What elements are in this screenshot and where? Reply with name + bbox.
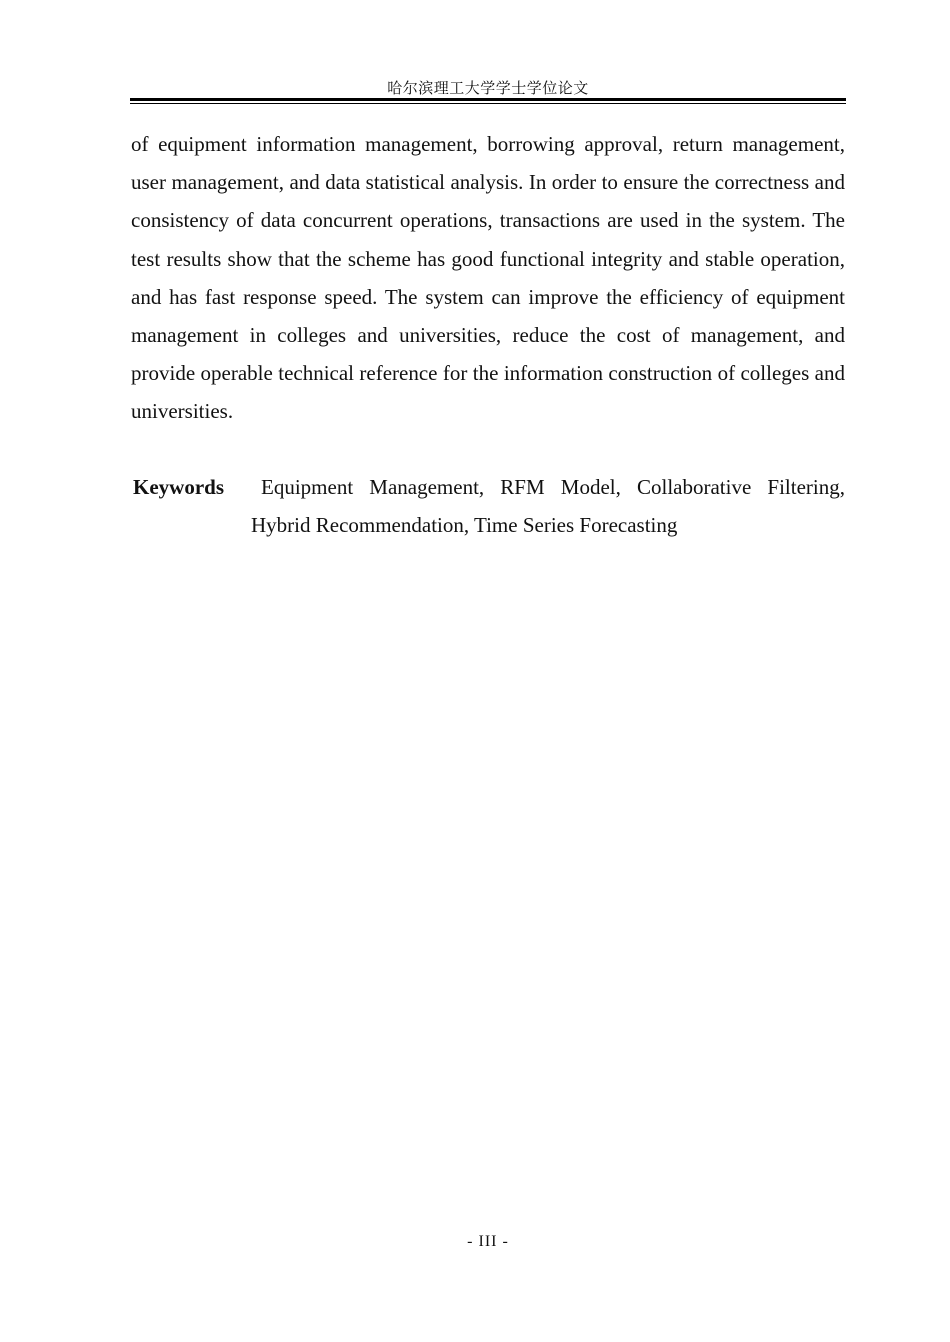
header-rule-thin — [130, 103, 846, 104]
abstract-body: of equipment information management, borrowing approval, return management, user management, and data statistical analysis. In order to ensure the correctness and consistency of data concurrent operations, transactions are used in the system. The test results show that the scheme has good functional integrity and stable operation, and has fast response speed. The system can improve the efficiency of equipment management in colleges and universities, reduce the cost of management, and provide operable technical reference for the information construction of colleges and universities. — [131, 132, 845, 424]
header-rule-thick — [130, 98, 846, 101]
running-header: 哈尔滨理工大学学士学位论文 — [387, 79, 589, 97]
keywords-text: Equipment Management, RFM Model, Collaborative Filtering, Hybrid Recommendation, Time Series Forecasting — [251, 475, 845, 537]
keywords-label: Keywords — [133, 475, 224, 499]
page-number: - III - — [467, 1233, 509, 1250]
keywords-block — [133, 468, 845, 544]
